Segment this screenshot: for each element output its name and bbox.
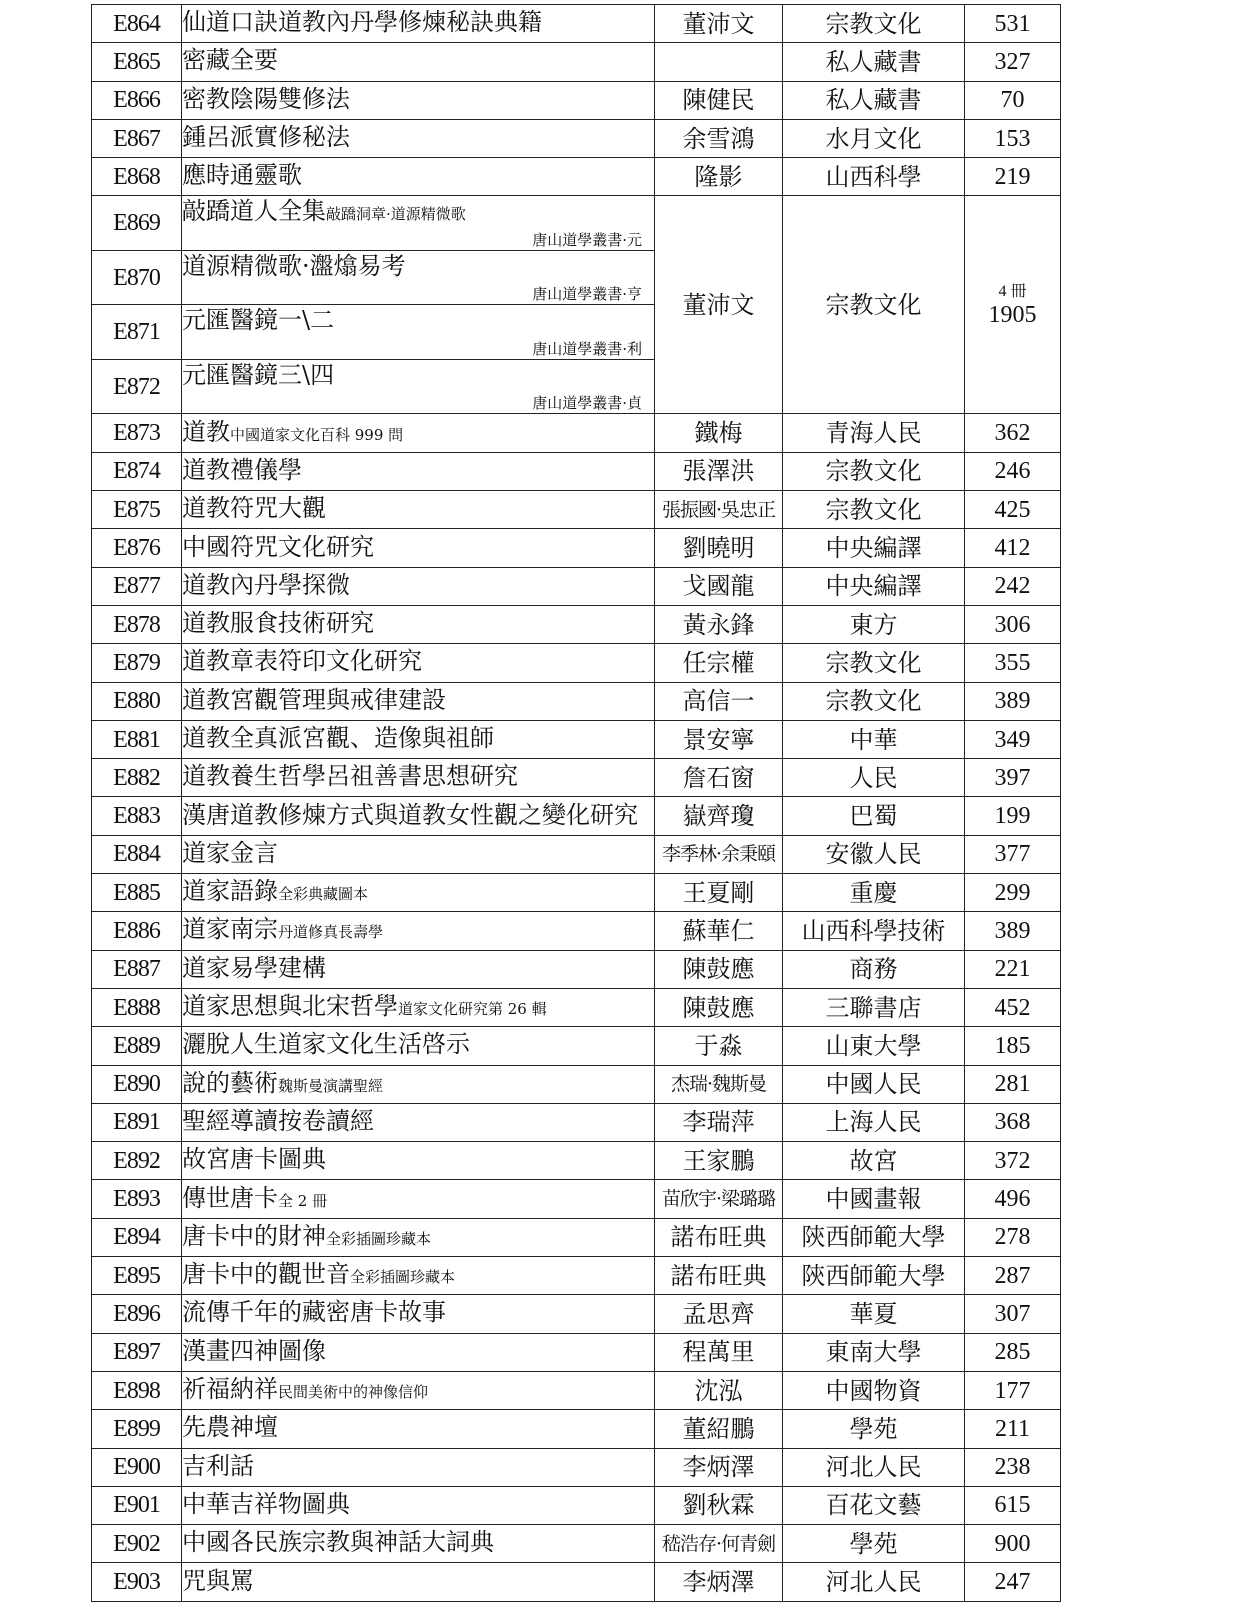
book-author: 孟思齊: [655, 1295, 783, 1333]
book-title-cell: [182, 682, 655, 720]
book-author: 張澤洪: [655, 452, 783, 490]
table-row: [92, 1065, 1061, 1103]
catalog-body-bottom: [92, 414, 1061, 1601]
book-code: E896: [92, 1295, 182, 1333]
book-author: 王夏剛: [655, 874, 783, 912]
table-row: [92, 529, 1061, 567]
table-row: [92, 1103, 1061, 1141]
book-pages: 281: [965, 1065, 1061, 1103]
book-publisher: 安徽人民: [783, 835, 965, 873]
book-title-cell: [182, 1295, 655, 1333]
book-pages: 355: [965, 644, 1061, 682]
book-author: 景安寧: [655, 720, 783, 758]
book-author: 董沛文: [655, 196, 783, 414]
book-title: 先農神壇: [182, 1413, 278, 1442]
table-row: [92, 950, 1061, 988]
table-row: [92, 1410, 1061, 1448]
book-publisher: 私人藏書: [783, 81, 965, 119]
table-row: [92, 912, 1061, 950]
book-publisher: 宗教文化: [783, 682, 965, 720]
book-pages: 238: [965, 1448, 1061, 1486]
book-code: E880: [92, 682, 182, 720]
book-title-cell: [182, 1180, 655, 1218]
book-publisher: 人民: [783, 759, 965, 797]
book-title-cell: [182, 1027, 655, 1065]
book-code: E873: [92, 414, 182, 452]
book-title-cell: [182, 759, 655, 797]
book-pages: 306: [965, 605, 1061, 643]
book-title: 道教符咒大觀: [182, 494, 326, 523]
book-code: E886: [92, 912, 182, 950]
book-publisher: 中國人民: [783, 1065, 965, 1103]
book-author: 李瑞萍: [655, 1103, 783, 1141]
book-author: 鐵梅: [655, 414, 783, 452]
book-code: E888: [92, 988, 182, 1026]
table-row: [92, 644, 1061, 682]
book-pages: 242: [965, 567, 1061, 605]
book-title-cell: [182, 1218, 655, 1256]
book-title: 唐卡中的財神: [182, 1221, 326, 1250]
book-author: 嵇浩存·何青劍: [655, 1525, 783, 1563]
book-publisher: 三聯書店: [783, 988, 965, 1026]
book-author: 李季林·余秉頤: [655, 835, 783, 873]
table-row: [92, 1257, 1061, 1295]
book-title-cell: [182, 1525, 655, 1563]
book-code: E901: [92, 1486, 182, 1524]
table-row: [92, 452, 1061, 490]
book-publisher: 商務: [783, 950, 965, 988]
book-title: 中國各民族宗教與神話大詞典: [182, 1528, 494, 1557]
book-title: 鍾呂派實修秘法: [182, 123, 350, 152]
book-code: E903: [92, 1563, 182, 1601]
book-publisher: 宗教文化: [783, 5, 965, 43]
book-subtitle: 民間美術中的神像信仰: [278, 1383, 429, 1402]
book-publisher: 故宮: [783, 1142, 965, 1180]
book-title: 聖經導讀按卷讀經: [182, 1106, 374, 1135]
book-publisher: 山東大學: [783, 1027, 965, 1065]
book-title-cell: [182, 567, 655, 605]
book-pages: 425: [965, 491, 1061, 529]
book-subtitle: 魏斯曼演講聖經: [278, 1076, 384, 1095]
book-publisher: 中國畫報: [783, 1180, 965, 1218]
book-title: 仙道口訣道教內丹學修煉秘訣典籍: [182, 8, 542, 37]
book-author: 李炳澤: [655, 1448, 783, 1486]
book-code: E866: [92, 81, 182, 119]
book-subtitle: 全彩典藏圖本: [278, 885, 369, 904]
book-publisher: 陝西師範大學: [783, 1218, 965, 1256]
book-title-cell: [182, 414, 655, 452]
book-title: 道家語錄: [182, 877, 278, 906]
book-title: 敲蹻道人全集: [182, 197, 326, 226]
book-author: 任宗權: [655, 644, 783, 682]
book-author: 諾布旺典: [655, 1257, 783, 1295]
book-pages-cell: [965, 196, 1061, 414]
book-pages: 531: [965, 5, 1061, 43]
book-author: 高信一: [655, 682, 783, 720]
book-code: E892: [92, 1142, 182, 1180]
book-title-cell: [182, 1410, 655, 1448]
table-row: [92, 1371, 1061, 1409]
book-title-cell: [182, 835, 655, 873]
series-label: 唐山道學叢書·亨: [532, 285, 642, 304]
book-title-cell: [182, 305, 655, 360]
book-title-cell: [182, 720, 655, 758]
table-row: [92, 158, 1061, 196]
book-pages: 389: [965, 912, 1061, 950]
table-row: [92, 1448, 1061, 1486]
book-title: 道源精微歌·瀊熻易考: [182, 251, 406, 280]
book-subtitle: 全彩插圖珍藏本: [326, 1229, 432, 1248]
book-publisher: 河北人民: [783, 1448, 965, 1486]
book-publisher: 東南大學: [783, 1333, 965, 1371]
book-title-cell: [182, 81, 655, 119]
book-code: E872: [92, 359, 182, 414]
book-author: 陳鼓應: [655, 988, 783, 1026]
table-row: [92, 81, 1061, 119]
book-title: 漢唐道教修煉方式與道教女性觀之變化研究: [182, 800, 638, 829]
book-title-cell: [182, 529, 655, 567]
book-title: 道教內丹學探微: [182, 570, 350, 599]
table-row: [92, 491, 1061, 529]
table-row: [92, 1218, 1061, 1256]
book-title-cell: [182, 491, 655, 529]
book-code: E868: [92, 158, 182, 196]
book-author: 劉曉明: [655, 529, 783, 567]
book-title: 中國符咒文化研究: [182, 532, 374, 561]
book-subtitle: 全彩插圖珍藏本: [350, 1268, 456, 1287]
book-publisher: 中華: [783, 720, 965, 758]
book-author: 諾布旺典: [655, 1218, 783, 1256]
book-title: 元匯醫鏡一\二: [182, 306, 335, 335]
book-pages: 368: [965, 1103, 1061, 1141]
book-title-cell: [182, 1103, 655, 1141]
volume-count: 4 冊: [998, 282, 1027, 300]
book-publisher: 中國物資: [783, 1371, 965, 1409]
book-title-cell: [182, 644, 655, 682]
book-pages: 615: [965, 1486, 1061, 1524]
table-row: [92, 759, 1061, 797]
book-author: 黃永鋒: [655, 605, 783, 643]
book-publisher: 私人藏書: [783, 43, 965, 81]
book-title: 流傳千年的藏密唐卡故事: [182, 1298, 446, 1327]
book-author: 李炳澤: [655, 1563, 783, 1601]
book-title-cell: [182, 1371, 655, 1409]
book-publisher: 學苑: [783, 1410, 965, 1448]
book-pages: 496: [965, 1180, 1061, 1218]
book-catalog-table: [91, 4, 1061, 1602]
book-publisher: 青海人民: [783, 414, 965, 452]
book-title-cell: [182, 1065, 655, 1103]
book-title: 道教: [182, 417, 230, 446]
book-title: 道家南宗: [182, 915, 278, 944]
book-pages: 287: [965, 1257, 1061, 1295]
book-code: E877: [92, 567, 182, 605]
book-author: 沈泓: [655, 1371, 783, 1409]
book-publisher: 水月文化: [783, 119, 965, 157]
book-code: E870: [92, 250, 182, 305]
book-title: 說的藝術: [182, 1068, 278, 1097]
book-code: E895: [92, 1257, 182, 1295]
book-code: E874: [92, 452, 182, 490]
book-publisher: 中央編譯: [783, 529, 965, 567]
book-title-cell: [182, 1257, 655, 1295]
book-title: 咒與罵: [182, 1566, 254, 1595]
book-title-cell: [182, 43, 655, 81]
book-pages: 185: [965, 1027, 1061, 1065]
book-pages: 299: [965, 874, 1061, 912]
book-author: 戈國龍: [655, 567, 783, 605]
book-title-cell: [182, 250, 655, 305]
book-title: 吉利話: [182, 1451, 254, 1480]
book-publisher: 陝西師範大學: [783, 1257, 965, 1295]
book-author: 杰瑞·魏斯曼: [655, 1065, 783, 1103]
book-code: E867: [92, 119, 182, 157]
catalog-series-group: [92, 196, 1061, 414]
book-publisher: 上海人民: [783, 1103, 965, 1141]
book-code: E864: [92, 5, 182, 43]
book-code: E875: [92, 491, 182, 529]
book-code: E890: [92, 1065, 182, 1103]
book-pages: 327: [965, 43, 1061, 81]
book-pages: 349: [965, 720, 1061, 758]
book-subtitle: 道家文化研究第 26 輯: [398, 1000, 547, 1019]
table-row: [92, 682, 1061, 720]
book-title-cell: [182, 605, 655, 643]
table-row: [92, 1486, 1061, 1524]
book-title-cell: [182, 1563, 655, 1601]
book-title: 道家金言: [182, 838, 278, 867]
book-title-cell: [182, 119, 655, 157]
book-code: E884: [92, 835, 182, 873]
book-code: E887: [92, 950, 182, 988]
book-publisher: 學苑: [783, 1525, 965, 1563]
book-pages: 177: [965, 1371, 1061, 1409]
book-publisher: 中央編譯: [783, 567, 965, 605]
series-label: 唐山道學叢書·利: [532, 339, 642, 358]
book-title-cell: [182, 359, 655, 414]
book-pages: 362: [965, 414, 1061, 452]
book-pages: 221: [965, 950, 1061, 988]
book-code: E865: [92, 43, 182, 81]
table-row: [92, 1142, 1061, 1180]
book-title: 應時通靈歌: [182, 161, 302, 190]
book-code: E898: [92, 1371, 182, 1409]
book-pages: 246: [965, 452, 1061, 490]
book-author: 詹石窗: [655, 759, 783, 797]
book-code: E893: [92, 1180, 182, 1218]
table-row: [92, 5, 1061, 43]
table-row: [92, 196, 1061, 251]
book-title: 道家易學建構: [182, 953, 326, 982]
book-pages: 1905: [988, 301, 1037, 328]
book-title-cell: [182, 158, 655, 196]
book-title: 故宮唐卡圖典: [182, 1145, 326, 1174]
book-pages: 307: [965, 1295, 1061, 1333]
catalog-body-top: [92, 5, 1061, 196]
book-title-cell: [182, 988, 655, 1026]
book-title: 道教章表符印文化研究: [182, 647, 422, 676]
table-row: [92, 605, 1061, 643]
book-pages: 372: [965, 1142, 1061, 1180]
table-row: [92, 1180, 1061, 1218]
book-pages: 247: [965, 1563, 1061, 1601]
book-code: E902: [92, 1525, 182, 1563]
book-title: 道教全真派宮觀、造像與祖師: [182, 724, 494, 752]
book-pages: 70: [965, 81, 1061, 119]
book-code: E879: [92, 644, 182, 682]
book-pages: 412: [965, 529, 1061, 567]
book-title-cell: [182, 1142, 655, 1180]
table-row: [92, 1295, 1061, 1333]
book-author: 隆影: [655, 158, 783, 196]
book-author: 董紹鵬: [655, 1410, 783, 1448]
book-title: 道教服食技術研究: [182, 609, 374, 638]
book-title-cell: [182, 1448, 655, 1486]
book-subtitle: 敲蹻洞章·道源精微歌: [326, 205, 466, 224]
book-code: E882: [92, 759, 182, 797]
book-pages: 452: [965, 988, 1061, 1026]
book-title: 密教陰陽雙修法: [182, 84, 350, 113]
book-author: 苗欣宇·梁璐璐: [655, 1180, 783, 1218]
book-pages: 211: [965, 1410, 1061, 1448]
book-title: 道教養生哲學呂祖善書思想研究: [182, 762, 518, 791]
table-row: [92, 835, 1061, 873]
series-label: 唐山道學叢書·元: [532, 230, 642, 249]
book-author: 陳健民: [655, 81, 783, 119]
table-row: [92, 1027, 1061, 1065]
book-title: 道家思想與北宋哲學: [182, 992, 398, 1021]
book-publisher: 河北人民: [783, 1563, 965, 1601]
book-title-cell: [182, 950, 655, 988]
book-title-cell: [182, 5, 655, 43]
book-subtitle: 丹道修真長壽學: [278, 923, 384, 942]
book-title-cell: [182, 1333, 655, 1371]
book-author: 董沛文: [655, 5, 783, 43]
book-code: E883: [92, 797, 182, 835]
book-pages: 285: [965, 1333, 1061, 1371]
table-row: [92, 1525, 1061, 1563]
book-code: E899: [92, 1410, 182, 1448]
book-pages: 397: [965, 759, 1061, 797]
book-pages: 278: [965, 1218, 1061, 1256]
book-pages: 900: [965, 1525, 1061, 1563]
book-author: 余雪鴻: [655, 119, 783, 157]
book-publisher: 巴蜀: [783, 797, 965, 835]
book-title-cell: [182, 912, 655, 950]
table-row: [92, 414, 1061, 452]
book-publisher: 宗教文化: [783, 491, 965, 529]
book-code: E897: [92, 1333, 182, 1371]
book-title: 唐卡中的觀世音: [182, 1260, 350, 1289]
book-title: 傳世唐卡: [182, 1183, 278, 1212]
book-pages: 219: [965, 158, 1061, 196]
table-row: [92, 988, 1061, 1026]
book-pages: 389: [965, 682, 1061, 720]
book-title: 道教禮儀學: [182, 455, 302, 484]
table-row: [92, 797, 1061, 835]
book-author: 嶽齊瓊: [655, 797, 783, 835]
book-author: 王家鵬: [655, 1142, 783, 1180]
book-author: 蘇華仁: [655, 912, 783, 950]
series-label: 唐山道學叢書·貞: [532, 394, 642, 413]
book-publisher: 東方: [783, 605, 965, 643]
book-author: 劉秋霖: [655, 1486, 783, 1524]
book-title: 漢畫四神圖像: [182, 1336, 326, 1365]
book-code: E900: [92, 1448, 182, 1486]
book-publisher: 百花文藝: [783, 1486, 965, 1524]
book-code: E869: [92, 196, 182, 251]
book-publisher: 宗教文化: [783, 452, 965, 490]
book-pages: 199: [965, 797, 1061, 835]
book-subtitle: 中國道家文化百科 999 問: [230, 425, 404, 444]
table-row: [92, 1333, 1061, 1371]
book-title: 灑脫人生道家文化生活啓示: [182, 1030, 470, 1059]
book-title: 密藏全要: [182, 46, 278, 75]
book-pages: 153: [965, 119, 1061, 157]
book-code: E885: [92, 874, 182, 912]
table-row: [92, 874, 1061, 912]
book-title-cell: [182, 452, 655, 490]
book-title: 道教宮觀管理與戒律建設: [182, 685, 446, 714]
book-title-cell: [182, 1486, 655, 1524]
book-title: 祈福納祥: [182, 1375, 278, 1404]
book-code: E889: [92, 1027, 182, 1065]
book-title: 元匯醫鏡三\四: [182, 360, 335, 389]
book-title-cell: [182, 196, 655, 251]
book-subtitle: 全 2 冊: [278, 1191, 328, 1210]
book-author: 于淼: [655, 1027, 783, 1065]
book-title-cell: [182, 797, 655, 835]
book-publisher: 山西科學: [783, 158, 965, 196]
book-publisher: 宗教文化: [783, 644, 965, 682]
book-code: E894: [92, 1218, 182, 1256]
book-code: E878: [92, 605, 182, 643]
book-title: 中華吉祥物圖典: [182, 1489, 350, 1518]
book-code: E876: [92, 529, 182, 567]
book-author: 程萬里: [655, 1333, 783, 1371]
book-pages: 377: [965, 835, 1061, 873]
book-publisher: 華夏: [783, 1295, 965, 1333]
book-author: 張振國·吳忠正: [655, 491, 783, 529]
book-author: [655, 43, 783, 81]
book-code: E891: [92, 1103, 182, 1141]
book-code: E871: [92, 305, 182, 360]
book-publisher: 重慶: [783, 874, 965, 912]
table-row: [92, 43, 1061, 81]
table-row: [92, 567, 1061, 605]
book-publisher: 宗教文化: [783, 196, 965, 414]
book-publisher: 山西科學技術: [783, 912, 965, 950]
table-row: [92, 720, 1061, 758]
book-author: 陳鼓應: [655, 950, 783, 988]
table-row: [92, 119, 1061, 157]
table-row: [92, 1563, 1061, 1601]
book-title-cell: [182, 874, 655, 912]
book-code: E881: [92, 720, 182, 758]
